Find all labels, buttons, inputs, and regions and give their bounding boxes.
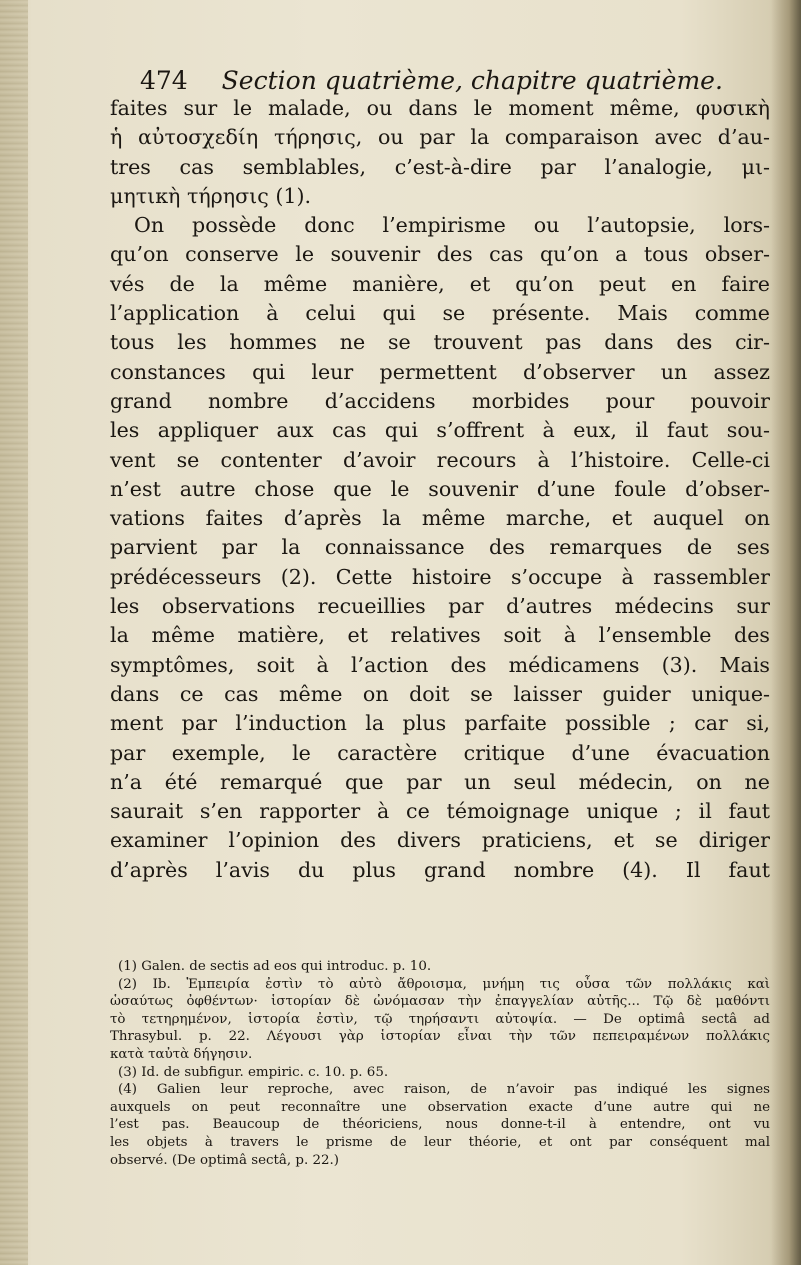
- footnote-line: κατὰ ταὐτὰ δήγησιν.: [110, 1046, 253, 1062]
- text-line: dans ce cas même on doit se laisser guider unique-: [110, 681, 770, 706]
- page-number: 474: [140, 66, 188, 95]
- text-line: constances qui leur permettent d’observer un assez: [110, 359, 770, 384]
- footnote-line: τὸ τετηρημένον, ἱστορία ἐστὶν, τῷ τηρήσαντι αὐτοψία. — De optimâ sectâ ad: [110, 1011, 770, 1027]
- footnote-line: les objets à travers le prisme de leur théorie, et ont par conséquent mal: [110, 1134, 770, 1150]
- text-line: ἡ αὐτοσχεδίη τήρησις, ou par la comparaison avec d’au-: [110, 125, 770, 150]
- text-line: grand nombre d’accidens morbides pour pouvoir: [110, 388, 770, 413]
- footnote-line: auxquels on peut reconnaître une observation exacte d’une autre qui ne: [110, 1099, 770, 1115]
- text-line: tres cas semblables, c’est-à-dire par l’analogie, μι-: [110, 154, 770, 179]
- page-edge-shadow: [771, 0, 801, 1265]
- running-title: Section quatrième, chapitre quatrième.: [221, 66, 723, 95]
- text-line: parvient par la connaissance des remarques de ses: [110, 535, 770, 560]
- text-line: μητικὴ τήρησις (1).: [110, 183, 312, 208]
- text-line: symptômes, soit à l’action des médicamens (3). Mais: [110, 652, 770, 677]
- running-head: [140, 66, 760, 95]
- footnote-line: (1) Galen. de sectis ad eos qui introduc. p. 10.: [118, 959, 432, 974]
- text-line: n’a été remarqué que par un seul médecin, on ne: [110, 769, 770, 794]
- footnote-line: (2) Ib. Ἐμπειρία ἐστὶν τὸ αὐτὸ ἄθροισμα, μνήμη τις οὖσα τῶν πολλάκις καὶ: [118, 976, 770, 992]
- text-line: par exemple, le caractère critique d’une évacuation: [110, 740, 770, 765]
- text-line: On possède donc l’empirisme ou l’autopsie, lors-: [134, 213, 770, 238]
- text-line: l’application à celui qui se présente. Mais comme: [110, 301, 770, 326]
- text-line: tous les hommes ne se trouvent pas dans des cir-: [110, 330, 770, 355]
- text-line: qu’on conserve le souvenir des cas qu’on a tous obser-: [110, 242, 770, 267]
- footnote-line: ὡσαύτως ὀφθέντων· ἱστορίαν δὲ ὠνόμασαν τὴν ἐπαγγελίαν αὐτῆς... Τῷ δὲ μαθόντι: [110, 994, 770, 1010]
- footnote-line: l’est pas. Beaucoup de théoriciens, nous donne-t-il à entendre, ont vu: [110, 1117, 770, 1133]
- text-line: saurait s’en rapporter à ce témoignage unique ; il faut: [110, 799, 770, 824]
- text-line: la même matière, et relatives soit à l’ensemble des: [110, 623, 770, 648]
- binding-edge: [0, 0, 28, 1265]
- footnote-line: observé. (De optimâ sectâ, p. 22.): [110, 1152, 339, 1168]
- text-line: prédécesseurs (2). Cette histoire s’occupe à rassembler: [110, 564, 770, 589]
- footnote-line: (4) Galien leur reproche, avec raison, de n’avoir pas indiqué les signes: [118, 1082, 770, 1098]
- footnotes: [110, 958, 770, 1169]
- text-line: les appliquer aux cas qui s’offrent à eux, il faut sou-: [110, 418, 770, 443]
- body-text: [110, 94, 770, 885]
- text-line: les observations recueillies par d’autres médecins sur: [110, 594, 770, 619]
- text-line: ment par l’induction la plus parfaite possible ; car si,: [110, 711, 770, 736]
- text-line: d’après l’avis du plus grand nombre (4). Il faut: [110, 857, 770, 882]
- footnote-line: Thrasybul. p. 22. Λέγουσι γὰρ ἱστορίαν εἶναι τὴν τῶν πεπειραμένων πολλάκις: [110, 1029, 770, 1045]
- text-line: vations faites d’après la même marche, et auquel on: [110, 506, 770, 531]
- footnote-line: (3) Id. de subfigur. empiric. c. 10. p. 65.: [118, 1064, 389, 1080]
- text-line: vent se contenter d’avoir recours à l’histoire. Celle-ci: [110, 447, 770, 472]
- text-line: faites sur le malade, ou dans le moment même, φυσικὴ: [110, 96, 770, 120]
- text-line: n’est autre chose que le souvenir d’une foule d’obser-: [110, 476, 770, 501]
- text-line: examiner l’opinion des divers praticiens, et se diriger: [110, 828, 770, 853]
- text-line: vés de la même manière, et qu’on peut en faire: [110, 271, 770, 296]
